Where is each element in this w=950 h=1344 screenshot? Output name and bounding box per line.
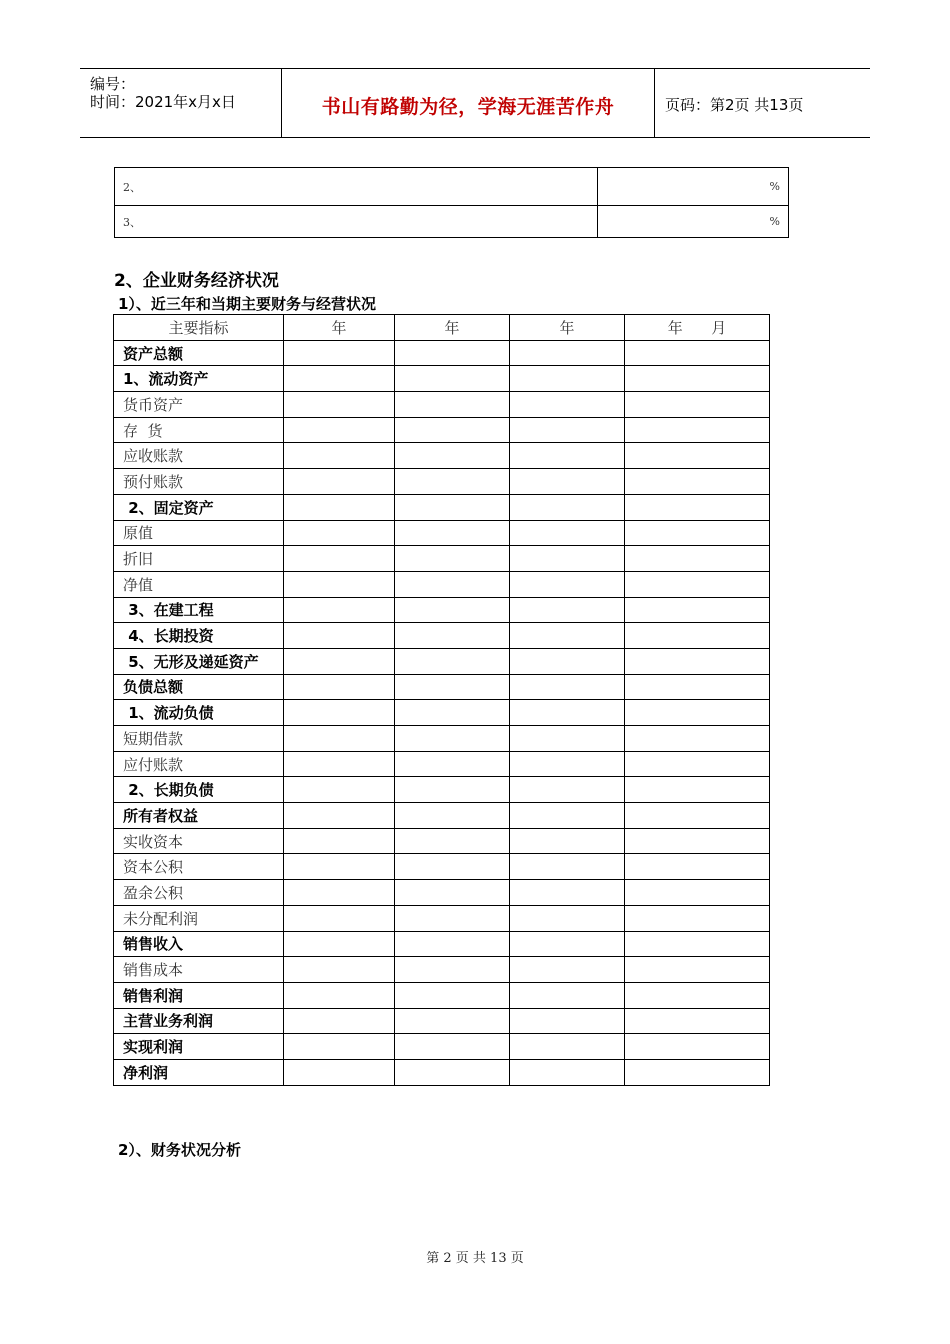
value-cell bbox=[284, 1008, 395, 1034]
row-label: 销售成本 bbox=[114, 957, 284, 983]
value-cell bbox=[395, 982, 510, 1008]
value-cell bbox=[625, 905, 770, 931]
value-cell bbox=[284, 803, 395, 829]
row-label: 折旧 bbox=[114, 546, 284, 572]
column-header: 年 bbox=[395, 315, 510, 341]
page-header bbox=[80, 68, 870, 138]
value-cell bbox=[510, 366, 625, 392]
value-cell bbox=[625, 880, 770, 906]
row-label: 资产总额 bbox=[114, 340, 284, 366]
value-cell bbox=[395, 700, 510, 726]
value-cell bbox=[625, 1059, 770, 1085]
value-cell bbox=[625, 366, 770, 392]
value-cell bbox=[395, 1034, 510, 1060]
table-row bbox=[114, 700, 770, 726]
column-header: 主要指标 bbox=[114, 315, 284, 341]
table-row bbox=[114, 777, 770, 803]
value-cell bbox=[625, 1034, 770, 1060]
value-cell bbox=[510, 469, 625, 495]
row-label: 1、流动资产 bbox=[114, 366, 284, 392]
value-cell bbox=[625, 700, 770, 726]
row-label: 销售利润 bbox=[114, 982, 284, 1008]
value-cell bbox=[395, 494, 510, 520]
header-page-cell bbox=[655, 69, 870, 137]
value-cell bbox=[625, 597, 770, 623]
table-row bbox=[114, 1008, 770, 1034]
value-cell bbox=[625, 726, 770, 752]
table-row bbox=[114, 726, 770, 752]
value-cell bbox=[510, 1034, 625, 1060]
row-label: 预付账款 bbox=[114, 469, 284, 495]
value-cell bbox=[510, 494, 625, 520]
value-cell bbox=[625, 546, 770, 572]
table-row bbox=[114, 803, 770, 829]
value-cell bbox=[510, 340, 625, 366]
row-label: 主营业务利润 bbox=[114, 1008, 284, 1034]
value-cell bbox=[395, 443, 510, 469]
value-cell bbox=[510, 623, 625, 649]
document-number-label: 编号： bbox=[90, 75, 136, 93]
table-row bbox=[114, 854, 770, 880]
row-label: 短期借款 bbox=[114, 726, 284, 752]
table-row bbox=[114, 623, 770, 649]
value-cell bbox=[395, 417, 510, 443]
table-row bbox=[114, 571, 770, 597]
row-label: 应付账款 bbox=[114, 751, 284, 777]
header-motto-cell bbox=[282, 69, 655, 137]
header-motto: 书山有路勤为径，学海无涯苦作舟 bbox=[321, 96, 615, 118]
table-row bbox=[114, 392, 770, 418]
table-row bbox=[114, 957, 770, 983]
value-cell bbox=[395, 648, 510, 674]
table-row bbox=[114, 546, 770, 572]
value-cell bbox=[625, 392, 770, 418]
value-cell bbox=[284, 392, 395, 418]
value-cell bbox=[510, 931, 625, 957]
percentage-row-label: 2、 bbox=[115, 168, 598, 206]
table-row bbox=[114, 1034, 770, 1060]
row-label: 3、在建工程 bbox=[114, 597, 284, 623]
value-cell bbox=[284, 957, 395, 983]
subsection-title-financial-status: 1）、近三年和当期主要财务与经营状况 bbox=[118, 295, 376, 313]
table-row bbox=[114, 417, 770, 443]
value-cell bbox=[510, 546, 625, 572]
value-cell bbox=[510, 648, 625, 674]
value-cell bbox=[395, 803, 510, 829]
value-cell bbox=[395, 777, 510, 803]
value-cell bbox=[284, 880, 395, 906]
value-cell bbox=[395, 828, 510, 854]
value-cell bbox=[284, 571, 395, 597]
value-cell bbox=[625, 854, 770, 880]
table-row bbox=[114, 340, 770, 366]
value-cell bbox=[510, 880, 625, 906]
percentage-row-value: % bbox=[598, 206, 789, 238]
row-label: 4、长期投资 bbox=[114, 623, 284, 649]
value-cell bbox=[625, 957, 770, 983]
value-cell bbox=[284, 726, 395, 752]
value-cell bbox=[625, 469, 770, 495]
table-row bbox=[114, 982, 770, 1008]
value-cell bbox=[395, 546, 510, 572]
value-cell bbox=[625, 982, 770, 1008]
value-cell bbox=[284, 340, 395, 366]
value-cell bbox=[284, 751, 395, 777]
row-label: 所有者权益 bbox=[114, 803, 284, 829]
table-row bbox=[114, 366, 770, 392]
value-cell bbox=[284, 520, 395, 546]
value-cell bbox=[625, 494, 770, 520]
value-cell bbox=[625, 777, 770, 803]
row-label: 盈余公积 bbox=[114, 880, 284, 906]
column-header: 年 bbox=[284, 315, 395, 341]
value-cell bbox=[510, 520, 625, 546]
value-cell bbox=[284, 905, 395, 931]
table-row bbox=[114, 880, 770, 906]
value-cell bbox=[284, 443, 395, 469]
value-cell bbox=[395, 957, 510, 983]
row-label: 资本公积 bbox=[114, 854, 284, 880]
table-row bbox=[114, 674, 770, 700]
row-label: 5、无形及递延资产 bbox=[114, 648, 284, 674]
row-label: 应收账款 bbox=[114, 443, 284, 469]
column-header: 年 月 bbox=[625, 315, 770, 341]
value-cell bbox=[395, 571, 510, 597]
value-cell bbox=[284, 366, 395, 392]
value-cell bbox=[395, 931, 510, 957]
value-cell bbox=[625, 828, 770, 854]
value-cell bbox=[284, 674, 395, 700]
value-cell bbox=[510, 417, 625, 443]
table-row bbox=[114, 443, 770, 469]
value-cell bbox=[625, 751, 770, 777]
row-label: 货币资产 bbox=[114, 392, 284, 418]
table-header-row bbox=[114, 315, 770, 341]
value-cell bbox=[395, 366, 510, 392]
value-cell bbox=[510, 828, 625, 854]
value-cell bbox=[510, 751, 625, 777]
table-row bbox=[114, 1059, 770, 1085]
row-label: 原值 bbox=[114, 520, 284, 546]
value-cell bbox=[625, 648, 770, 674]
percentage-row-value: % bbox=[598, 168, 789, 206]
value-cell bbox=[625, 571, 770, 597]
value-cell bbox=[284, 1059, 395, 1085]
value-cell bbox=[510, 1008, 625, 1034]
row-label: 净值 bbox=[114, 571, 284, 597]
table-row bbox=[114, 469, 770, 495]
table-row bbox=[114, 520, 770, 546]
row-label: 净利润 bbox=[114, 1059, 284, 1085]
value-cell bbox=[625, 623, 770, 649]
value-cell bbox=[510, 392, 625, 418]
value-cell bbox=[510, 571, 625, 597]
value-cell bbox=[284, 469, 395, 495]
value-cell bbox=[395, 623, 510, 649]
value-cell bbox=[284, 777, 395, 803]
row-label: 实现利润 bbox=[114, 1034, 284, 1060]
value-cell bbox=[284, 417, 395, 443]
value-cell bbox=[625, 340, 770, 366]
row-label: 2、固定资产 bbox=[114, 494, 284, 520]
percentage-row bbox=[115, 168, 789, 206]
value-cell bbox=[510, 443, 625, 469]
document-time-label: 时间：2021年x月x日 bbox=[90, 93, 236, 111]
value-cell bbox=[510, 803, 625, 829]
value-cell bbox=[625, 443, 770, 469]
value-cell bbox=[395, 597, 510, 623]
value-cell bbox=[510, 674, 625, 700]
header-page-number: 页码：第2页 共13页 bbox=[665, 96, 804, 114]
table-row bbox=[114, 597, 770, 623]
table-row bbox=[114, 905, 770, 931]
value-cell bbox=[284, 982, 395, 1008]
value-cell bbox=[625, 803, 770, 829]
financial-table bbox=[113, 314, 770, 1086]
row-label: 销售收入 bbox=[114, 931, 284, 957]
value-cell bbox=[284, 623, 395, 649]
row-label: 未分配利润 bbox=[114, 905, 284, 931]
percentage-table bbox=[114, 167, 789, 238]
row-label: 负债总额 bbox=[114, 674, 284, 700]
value-cell bbox=[395, 520, 510, 546]
value-cell bbox=[625, 674, 770, 700]
value-cell bbox=[510, 905, 625, 931]
value-cell bbox=[284, 648, 395, 674]
percentage-row bbox=[115, 206, 789, 238]
value-cell bbox=[284, 597, 395, 623]
value-cell bbox=[625, 417, 770, 443]
column-header: 年 bbox=[510, 315, 625, 341]
row-label: 1、流动负债 bbox=[114, 700, 284, 726]
section-title: 2、企业财务经济状况 bbox=[114, 271, 279, 291]
value-cell bbox=[284, 1034, 395, 1060]
value-cell bbox=[510, 700, 625, 726]
value-cell bbox=[395, 905, 510, 931]
percentage-row-label: 3、 bbox=[115, 206, 598, 238]
value-cell bbox=[510, 1059, 625, 1085]
value-cell bbox=[395, 880, 510, 906]
row-label: 存 货 bbox=[114, 417, 284, 443]
table-row bbox=[114, 648, 770, 674]
value-cell bbox=[395, 1008, 510, 1034]
value-cell bbox=[510, 982, 625, 1008]
value-cell bbox=[284, 854, 395, 880]
value-cell bbox=[625, 520, 770, 546]
value-cell bbox=[510, 957, 625, 983]
value-cell bbox=[395, 1059, 510, 1085]
value-cell bbox=[625, 931, 770, 957]
value-cell bbox=[395, 674, 510, 700]
value-cell bbox=[510, 854, 625, 880]
page-footer: 第 2 页 共 13 页 bbox=[426, 1251, 524, 1266]
table-row bbox=[114, 494, 770, 520]
table-row bbox=[114, 931, 770, 957]
value-cell bbox=[510, 777, 625, 803]
table-row bbox=[114, 751, 770, 777]
row-label: 实收资本 bbox=[114, 828, 284, 854]
table-row bbox=[114, 828, 770, 854]
value-cell bbox=[395, 392, 510, 418]
value-cell bbox=[284, 931, 395, 957]
value-cell bbox=[625, 1008, 770, 1034]
value-cell bbox=[284, 700, 395, 726]
value-cell bbox=[510, 597, 625, 623]
header-info-cell bbox=[80, 69, 282, 137]
value-cell bbox=[395, 854, 510, 880]
value-cell bbox=[510, 726, 625, 752]
value-cell bbox=[284, 546, 395, 572]
subsection-title-analysis: 2）、财务状况分析 bbox=[118, 1141, 241, 1159]
value-cell bbox=[395, 469, 510, 495]
value-cell bbox=[284, 494, 395, 520]
value-cell bbox=[395, 726, 510, 752]
value-cell bbox=[395, 340, 510, 366]
row-label: 2、长期负债 bbox=[114, 777, 284, 803]
value-cell bbox=[395, 751, 510, 777]
value-cell bbox=[284, 828, 395, 854]
